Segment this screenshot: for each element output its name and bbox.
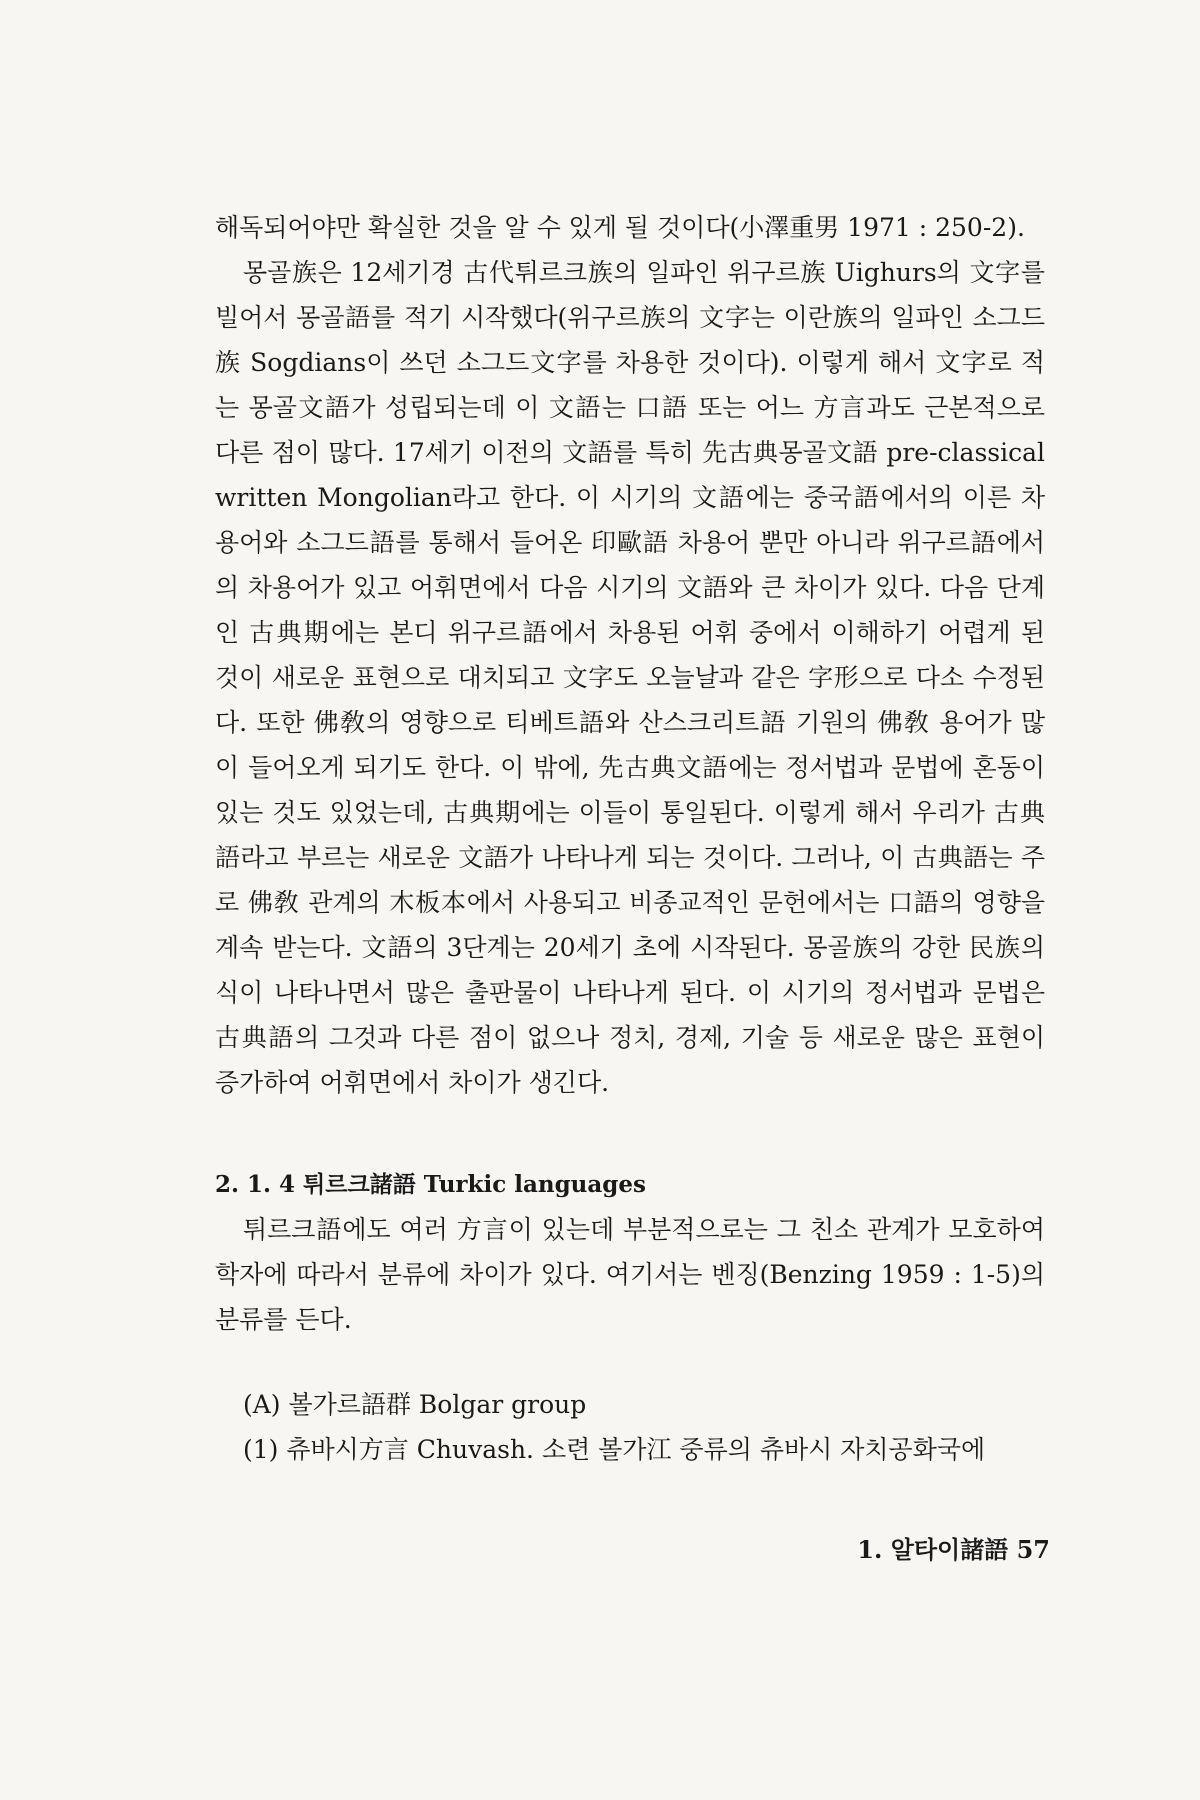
paragraph-continued: 해독되어야만 확실한 것을 알 수 있게 될 것이다(小澤重男 1971 : 250-2).: [215, 213, 1025, 242]
spacer: [215, 1342, 1045, 1382]
section-heading: 2. 1. 4 튀르크諸語 Turkic languages: [215, 1171, 646, 1198]
paragraph-mongol-written-language: 몽골族은 12세기경 古代튀르크族의 일파인 위구르族 Uighurs의 文字를 빌어서 몽골語를 적기 시작했다(위구르族의 文字는 이란族의 일파인 소그드族 Sogdians이 쓰던 소그드文字를 차용한 것이다). 이렇게 해서 文字로 적는 몽골文語가 성립되는데 이 文語는 口語 또는 어느 方言과도 근본적으로 다른 점이 많다. 17세기 이전의 文語를 특히 先古典몽골文語 pre-classical written Mongolian라고 한다. 이 시기의 文語에는 중국語에서의 이른 차용어와 소그드語를 통해서 들어온 印歐語 차용어 뿐만 아니라 위구르語에서의 차용어가 있고 어휘면에서 다음 시기의 文語와 큰 차이가 있다. 다음 단계인 古典期에는 본디 위구르語에서 차용된 어휘 중에서 이해하기 어렵게 된 것이 새로운 표현으로 대치되고 文字도 오늘날과 같은 字形으로 다소 수정된다. 또한 佛敎의 영향으로 티베트語와 산스크리트語 기원의 佛敎 용어가 많이 들어오게 되기도 한다. 이 밖에, 先古典文語에는 정서법과 문법에 혼동이 있는 것도 있었는데, 古典期에는 이들이 통일된다. 이렇게 해서 우리가 古典語라고 부르는 새로운 文語가 나타나게 되는 것이다. 그러나, 이 古典語는 주로 佛敎 관계의 木板本에서 사용되고 비종교적인 문헌에서는 口語의 영향을 계속 받는다. 文語의 3단계는 20세기 초에 시작된다. 몽골族의 강한 民族의식이 나타나면서 많은 출판물이 나타나게 된다. 이 시기의 정서법과 문법은 古典語의 그것과 다른 점이 없으나 정치, 경제, 기술 등 새로운 많은 표현이 증가하여 어휘면에서 차이가 생긴다.: [215, 258, 1045, 1097]
list-item-group-a: (A) 볼가르語群 Bolgar group: [243, 1390, 587, 1419]
page-footer: 1. 알타이諸語 57: [857, 1535, 1050, 1564]
list-item-1: (1) 츄바시方言 Chuvash. 소련 볼가江 중류의 츄바시 자치공화국에: [243, 1435, 986, 1464]
section-paragraph: 튀르크語에도 여러 方言이 있는데 부분적으로는 그 친소 관계가 모호하여 학자에 따라서 분류에 차이가 있다. 여기서는 벤징(Benzing 1959 : 1-5)의 분류를 든다.: [215, 1215, 1045, 1334]
page-body: [215, 205, 1045, 1472]
